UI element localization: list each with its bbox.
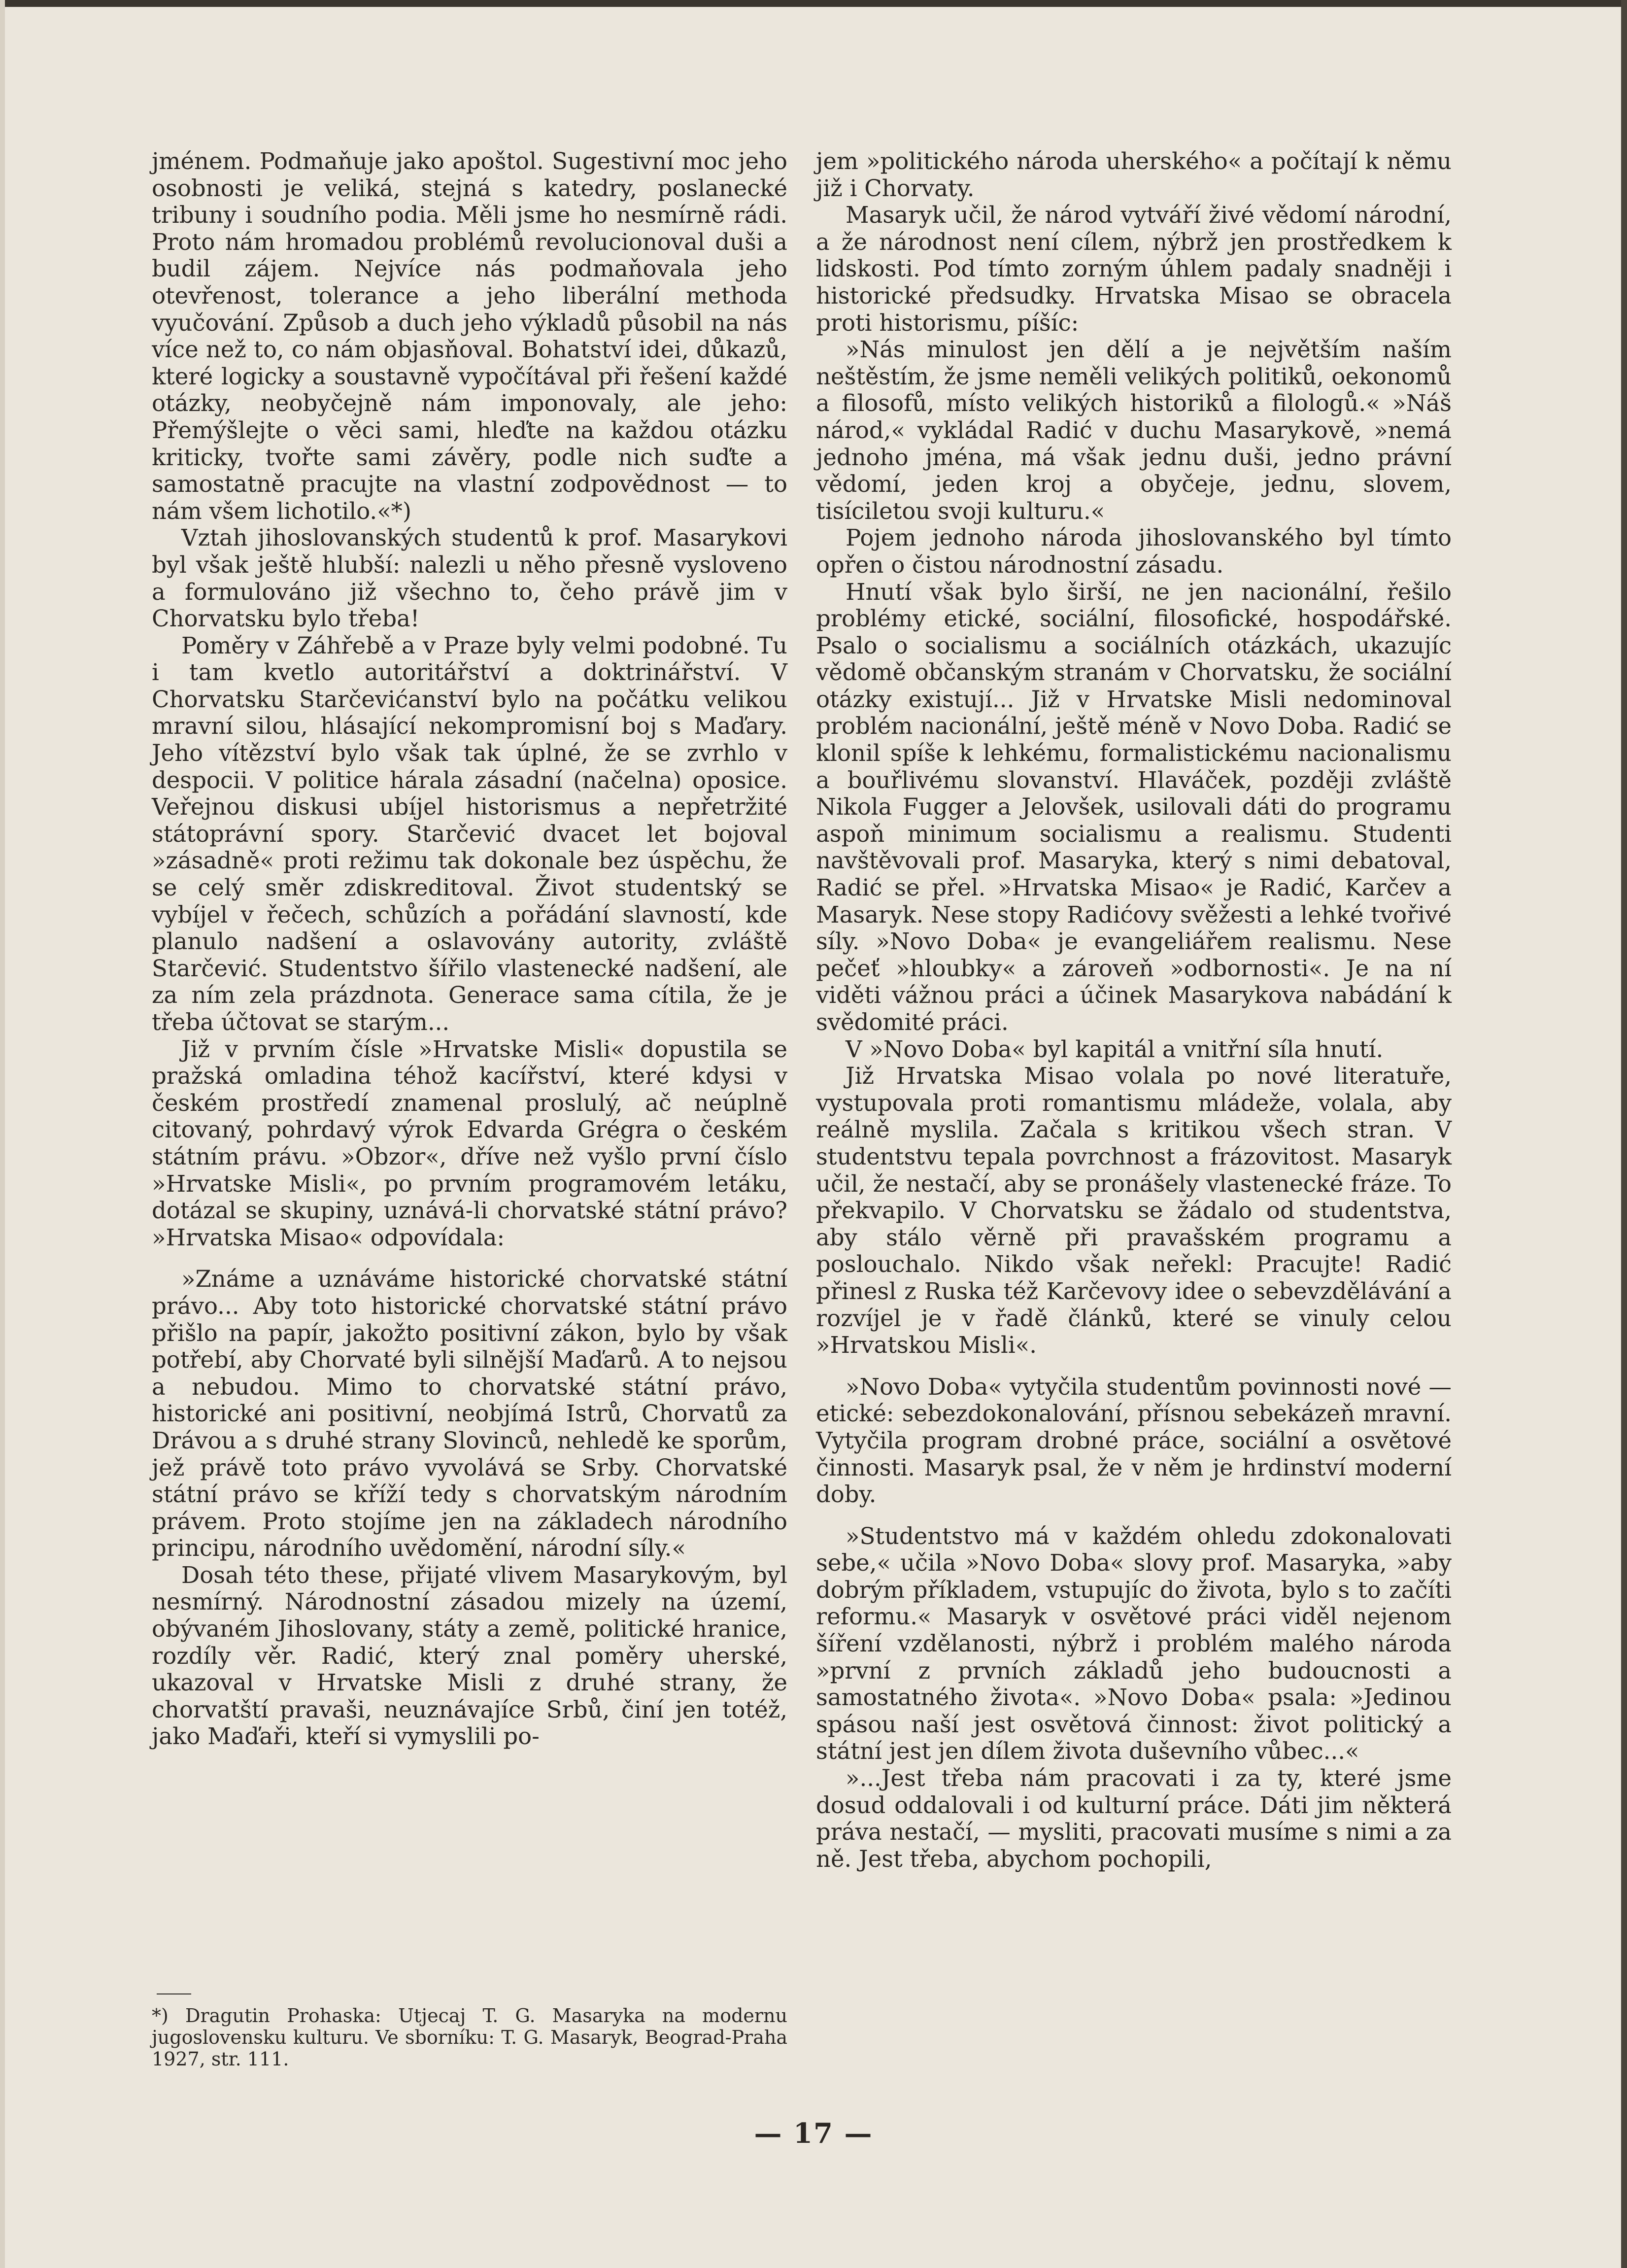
paragraph: V »Novo Doba« byl kapitál a vnitřní síla hnutí. [846,1035,1384,1063]
right-column [816,148,1452,1872]
footnote: *) Dragutin Prohaska: Utjecaj T. G. Masaryka na modernu jugoslovensku kulturu. Ve sborníku: T. G. Masaryk, Beograd-Praha 1927, str. 111. [152,2005,787,2070]
paragraph: Již v prvním čísle »Hrvatske Misli« dopustila se pražská omladina téhož kacířství, které kdysi v českém prostředí znamenal proslulý, ač neúplně citovaný, pohrdavý výrok Edvarda Grégra o českém státním právu. »Obzor«, dříve než vyšlo první číslo »Hrvatske Misli«, po prvním programovém letáku, dotázal se skupiny, uznává-li chorvatské státní právo? »Hrvatska Misao« odpovídala: [152,1035,787,1251]
paragraph: Dosah této these, přijaté vlivem Masarykovým, byl nesmírný. Národnostní zásadou mizely na území, obývaném Jihoslovany, státy a země, politické hranice, rozdíly věr. Radić, který znal poměry uherské, ukazoval v Hrvatske Misli z druhé strany, že chorvatští pravaši, neuznávajíce Srbů, činí jen totéž, jako Maďaři, kteří si vymyslili po- [152,1561,787,1750]
paragraph: »Novo Doba« vytyčila studentům povinnosti nové — etické: sebezdokonalování, přísnou sebekázeň mravní. Vytyčila program drobné práce, sociální a osvětové činnosti. Masaryk psal, že v něm je hrdinství moderní doby. [816,1373,1452,1508]
paragraph: Vztah jihoslovanských studentů k prof. Masarykovi byl však ještě hlubší: nalezli u něho přesně vysloveno a formulováno již všechno to, čeho právě jim v Chorvatsku bylo třeba! [152,524,787,632]
quote-paragraph: »...Jest třeba nám pracovati i za ty, které jsme dosud oddalovali i od kulturní práce. Dáti jim některá práva nestačí, — mysliti, pracovati musíme s nimi a za ně. Jest třeba, abychom pochopili, [816,1765,1452,1872]
footnote-rule [157,1993,191,1994]
scan-edge-left [0,0,5,2268]
paragraph: Pojem jednoho národa jihoslovanského byl tímto opřen o čistou národnostní zásadu. [816,524,1452,578]
paragraph: jménem. Podmaňuje jako apoštol. Sugestivní moc jeho osobnosti je veliká, stejná s katedry, poslanecké tribuny i soudního podia. Měli jsme ho nesmírně rádi. Proto nám hromadou problémů revolucionoval duši a budil zájem. Nejvíce nás podmaňovala jeho otevřenost, tolerance a jeho liberální methoda vyučování. Způsob a duch jeho výkladů působil na nás více než to, co nám objasňoval. Bohatství idei, důkazů, které logicky a soustavně vypočítával při řešení každé otázky, neobyčejně nám imponovaly, ale jeho: Přemýšlejte o věci sami, hleďte na každou otázku kriticky, tvořte sami závěry, podle nich suďte a samostatně pracujte na vlastní zodpovědnost — to nám všem lichotilo.«*) [152,148,787,524]
scan-edge-right [1621,0,1627,2268]
quote-paragraph: »Známe a uznáváme historické chorvatské státní právo... Aby toto historické chorvatské státní právo přišlo na papír, jakožto positivní zákon, bylo by však potřebí, aby Chorvaté byli silnější Maďarů. A to nejsou a nebudou. Mimo to chorvatské státní právo, historické ani positivní, neobjímá Istrů, Chorvatů za Drávou a s druhé strany Slovinců, nehledě ke sporům, jež právě toto právo vyvolává se Srby. Chorvatské státní právo se kříží tedy s chorvatským národním právem. Proto stojíme jen na základech národního principu, národního uvědomění, národní síly.« [152,1266,787,1562]
quote-paragraph: »Nás minulost jen dělí a je největším naším neštěstím, že jsme neměli velikých politiků, oekonomů a filosofů, místo velikých historiků a filologů.« »Náš národ,« vykládal Radić v duchu Masarykově, »nemá jednoho jména, má však jednu duši, jedno právní vědomí, jeden kroj a obyčeje, jednu, slovem, tisíciletou svoji kulturu.« [816,336,1452,524]
left-column [152,148,787,1750]
paragraph: Masaryk učil, že národ vytváří živé vědomí národní, a že národnost není cílem, nýbrž jen prostředkem k lidskosti. Pod tímto zorným úhlem padaly snadněji i historické předsudky. Hrvatska Misao se obracela proti historismu, píšíc: [816,202,1452,336]
quote-paragraph: »Studentstvo má v každém ohledu zdokonalovati sebe,« učila »Novo Doba« slovy prof. Masaryka, »aby dobrým příkladem, vstupujíc do života, bylo s to začíti reformu.« Masaryk v osvětové práci viděl nejenom šíření vzdělanosti, nýbrž i problém malého národa »první z prvních základů jeho budoucnosti a samostatného života«. »Novo Doba« psala: »Jedinou spásou naší jest osvětová činnost: život politický a státní jest jen dílem života duševního vůbec...« [816,1522,1452,1765]
scan-edge-top [0,0,1627,7]
paragraph: jem »politického národa uherského« a počítají k němu již i Chorvaty. [816,148,1452,202]
page-number: — 17 — [754,2117,873,2150]
paragraph: Již Hrvatska Misao volala po nové literatuře, vystupovala proti romantismu mládeže, volala, aby reálně myslila. Začala s kritikou všech stran. V studentstvu tepala povrchnost a frázovitost. Masaryk učil, že nestačí, aby se pronášely vlastenecké fráze. To překvapilo. V Chorvatsku se žádalo od studentstva, aby stálo věrně při pravašském programu a poslouchalo. Nikdo však neřekl: Pracujte! Radić přinesl z Ruska též Karčevovy idee o sebevzdělávání a rozvíjel je v řadě článků, které se vinuly celou »Hrvatskou Misli«. [816,1063,1452,1359]
paragraph: Hnutí však bylo širší, ne jen nacionální, řešilo problémy etické, sociální, filosofické, hospodářské. Psalo o socialismu a sociálních otázkách, ukazujíc vědomě občanským stranám v Chorvatsku, že sociální otázky existují... Již v Hrvatske Misli nedominoval problém nacionální, ještě méně v Novo Doba. Radić se klonil spíše k lehkému, formalistickému nacionalismu a bouřlivému slovanství. Hlaváček, později zvláště Nikola Fugger a Jelovšek, usilovali dáti do programu aspoň minimum socialismu a realismu. Studenti navštěvovali prof. Masaryka, který s nimi debatoval, Radić se přel. »Hrvatska Misao« je Radić, Karčev a Masaryk. Nese stopy Radićovy svěžesti a lehké tvořivé síly. »Novo Doba« je evangeliářem realismu. Nese pečeť »hloubky« a zároveň »odbornosti«. Je na ní viděti vážnou práci a účinek Masarykova nabádání k svědomité práci. [816,578,1452,1035]
paragraph: Poměry v Záhřebě a v Praze byly velmi podobné. Tu i tam kvetlo autoritářství a doktrinářství. V Chorvatsku Starčevićanství bylo na počátku velikou mravní silou, hlásající nekompromisní boj s Maďary. Jeho vítězství bylo však tak úplné, že se zvrhlo v despocii. V politice hárala zásadní (načelna) oposice. Veřejnou diskusi ubíjel historismus a nepřetržité státoprávní spory. Starčević dvacet let bojoval »zásadně« proti režimu tak dokonale bez úspěchu, že se celý směr zdiskreditoval. Život studentský se vybíjel v řečech, schůzích a pořádání slavností, kde planulo nadšení a oslavovány autority, zvláště Starčević. Studentstvo šířilo vlastenecké nadšení, ale za ním zela prázdnota. Generace sama cítila, že je třeba účtovat se starým... [152,632,787,1035]
